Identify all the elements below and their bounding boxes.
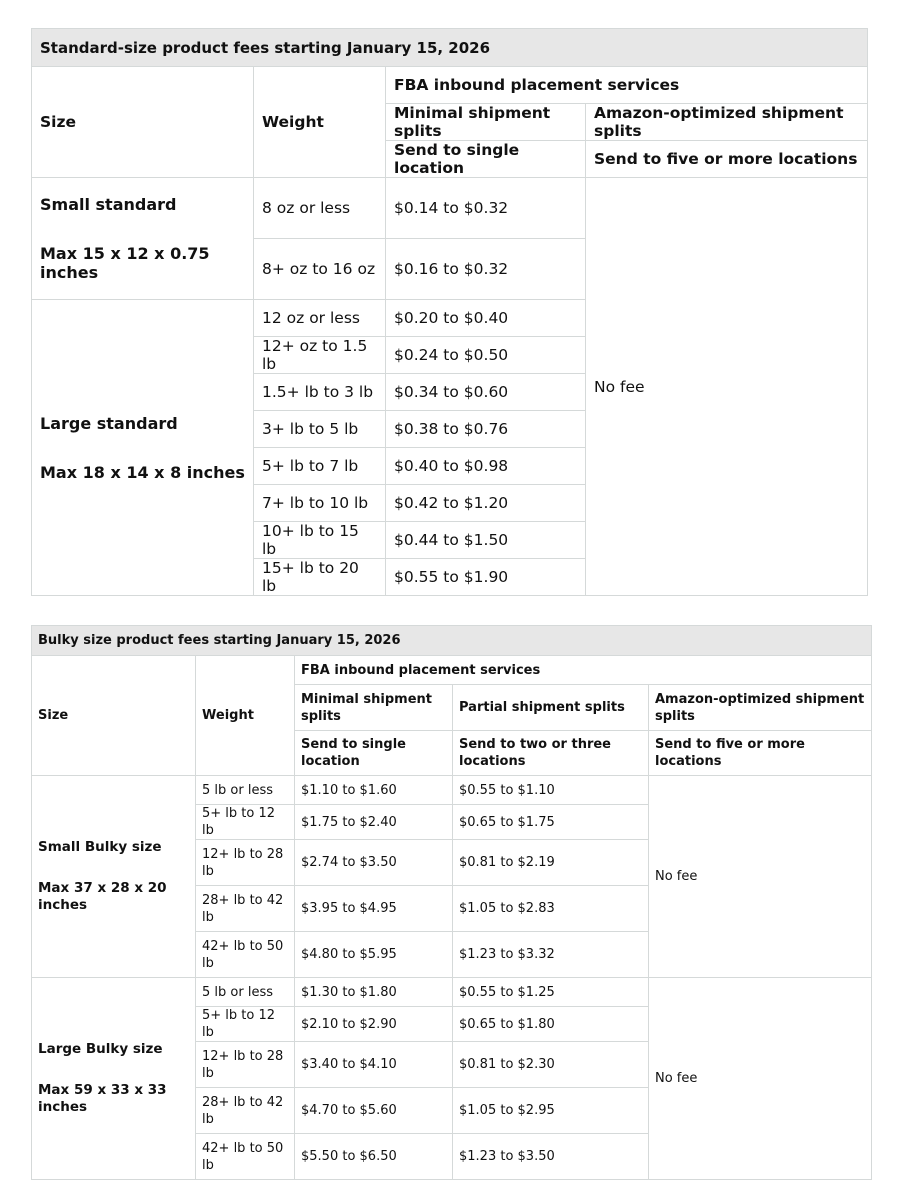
weight-cell: 12+ lb to 28 lb	[196, 840, 295, 886]
fee-cell: $0.34 to $0.60	[386, 374, 586, 411]
weight-cell: 3+ lb to 5 lb	[254, 411, 386, 448]
minimal-splits-subheader: Send to single location	[386, 141, 586, 178]
fee-cell: $5.50 to $6.50	[295, 1134, 453, 1180]
fee-cell: $1.30 to $1.80	[295, 978, 453, 1007]
no-fee-cell: No fee	[649, 978, 872, 1180]
fee-cell: $3.95 to $4.95	[295, 886, 453, 932]
table-caption: Standard-size product fees starting January 15, 2026	[32, 29, 868, 67]
fee-cell: $0.81 to $2.30	[453, 1042, 649, 1088]
weight-cell: 12+ oz to 1.5 lb	[254, 337, 386, 374]
fee-cell: $1.05 to $2.83	[453, 886, 649, 932]
partial-splits-header: Partial shipment splits	[453, 685, 649, 731]
optimized-splits-header: Amazon-optimized shipment splits	[649, 685, 872, 731]
fee-cell: $0.65 to $1.80	[453, 1007, 649, 1042]
fee-cell: $0.24 to $0.50	[386, 337, 586, 374]
fee-cell: $4.70 to $5.60	[295, 1088, 453, 1134]
no-fee-cell: No fee	[649, 776, 872, 978]
fee-cell: $0.20 to $0.40	[386, 300, 586, 337]
weight-cell: 12 oz or less	[254, 300, 386, 337]
minimal-splits-subheader: Send to single location	[295, 731, 453, 776]
fee-cell: $0.81 to $2.19	[453, 840, 649, 886]
weight-cell: 8 oz or less	[254, 178, 386, 239]
weight-header: Weight	[196, 656, 295, 776]
weight-cell: 5 lb or less	[196, 776, 295, 805]
size-group-cell	[32, 178, 254, 300]
fee-cell: $0.14 to $0.32	[386, 178, 586, 239]
minimal-splits-header: Minimal shipment splits	[295, 685, 453, 731]
size-header: Size	[32, 67, 254, 178]
size-group-cell	[32, 300, 254, 596]
weight-cell: 5 lb or less	[196, 978, 295, 1007]
fee-cell: $0.44 to $1.50	[386, 522, 586, 559]
fee-cell: $1.05 to $2.95	[453, 1088, 649, 1134]
optimized-splits-subheader: Send to five or more locations	[586, 141, 868, 178]
fee-cell: $1.10 to $1.60	[295, 776, 453, 805]
size-header: Size	[32, 656, 196, 776]
fee-cell: $0.65 to $1.75	[453, 805, 649, 840]
services-header: FBA inbound placement services	[386, 67, 868, 104]
weight-cell: 12+ lb to 28 lb	[196, 1042, 295, 1088]
weight-cell: 5+ lb to 12 lb	[196, 1007, 295, 1042]
standard-size-fee-table	[31, 28, 868, 596]
weight-cell: 42+ lb to 50 lb	[196, 932, 295, 978]
size-group-max: Max 15 x 12 x 0.75 inches	[40, 244, 210, 282]
fee-cell: $0.55 to $1.10	[453, 776, 649, 805]
table-caption: Bulky size product fees starting January 15, 2026	[32, 626, 872, 656]
weight-cell: 28+ lb to 42 lb	[196, 1088, 295, 1134]
table-row	[32, 776, 872, 805]
size-group-cell	[32, 776, 196, 978]
size-group-max: Max 37 x 28 x 20 inches	[38, 880, 167, 913]
fee-cell: $1.23 to $3.32	[453, 932, 649, 978]
optimized-splits-header: Amazon-optimized shipment splits	[586, 104, 868, 141]
fee-cell: $0.40 to $0.98	[386, 448, 586, 485]
fee-cell: $0.38 to $0.76	[386, 411, 586, 448]
table-row	[32, 978, 872, 1007]
fee-cell: $4.80 to $5.95	[295, 932, 453, 978]
fee-cell: $2.74 to $3.50	[295, 840, 453, 886]
size-group-cell	[32, 978, 196, 1180]
weight-header: Weight	[254, 67, 386, 178]
weight-cell: 8+ oz to 16 oz	[254, 239, 386, 300]
table-row	[32, 178, 868, 239]
size-group-name: Small Bulky size	[38, 839, 162, 855]
optimized-splits-subheader: Send to five or more locations	[649, 731, 872, 776]
weight-cell: 5+ lb to 12 lb	[196, 805, 295, 840]
fee-cell: $0.55 to $1.90	[386, 559, 586, 596]
weight-cell: 28+ lb to 42 lb	[196, 886, 295, 932]
fee-cell: $1.23 to $3.50	[453, 1134, 649, 1180]
size-group-name: Large standard	[40, 413, 178, 433]
size-group-name: Large Bulky size	[38, 1041, 163, 1057]
fee-cell: $3.40 to $4.10	[295, 1042, 453, 1088]
size-group-max: Max 59 x 33 x 33 inches	[38, 1082, 167, 1115]
weight-cell: 5+ lb to 7 lb	[254, 448, 386, 485]
weight-cell: 1.5+ lb to 3 lb	[254, 374, 386, 411]
no-fee-cell: No fee	[586, 178, 868, 596]
fee-cell: $0.55 to $1.25	[453, 978, 649, 1007]
weight-cell: 42+ lb to 50 lb	[196, 1134, 295, 1180]
size-group-name: Small standard	[40, 195, 177, 214]
fee-cell: $0.16 to $0.32	[386, 239, 586, 300]
fee-cell: $1.75 to $2.40	[295, 805, 453, 840]
fee-cell: $2.10 to $2.90	[295, 1007, 453, 1042]
minimal-splits-header: Minimal shipment splits	[386, 104, 586, 141]
weight-cell: 10+ lb to 15 lb	[254, 522, 386, 559]
services-header: FBA inbound placement services	[295, 656, 872, 685]
fee-cell: $0.42 to $1.20	[386, 485, 586, 522]
bulky-size-fee-table	[31, 625, 872, 1180]
partial-splits-subheader: Send to two or three locations	[453, 731, 649, 776]
weight-cell: 15+ lb to 20 lb	[254, 559, 386, 596]
weight-cell: 7+ lb to 10 lb	[254, 485, 386, 522]
size-group-max: Max 18 x 14 x 8 inches	[40, 462, 245, 482]
